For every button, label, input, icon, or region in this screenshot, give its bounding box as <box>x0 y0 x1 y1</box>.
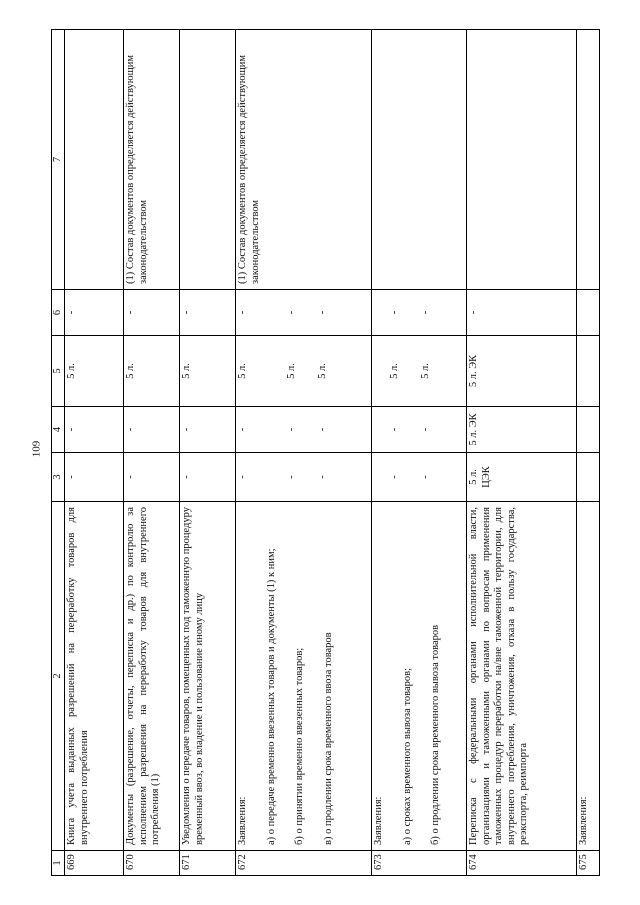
cell-value: - <box>286 427 298 432</box>
row-description <box>236 502 372 851</box>
cell-value: 5 л. <box>389 363 401 379</box>
cell-note: (1) Состав документов определяется действующим законодательством <box>236 30 372 290</box>
cell-col5: 5 л. ЭК <box>467 336 577 407</box>
cell-col5: 5 л. <box>180 336 236 407</box>
table-row <box>236 30 372 876</box>
row-description <box>372 502 467 851</box>
cell-note: (1) Состав документов определяется действующим законодательством <box>124 30 180 290</box>
row-description: Заявления: <box>577 502 600 851</box>
column-header: 2 <box>52 502 65 851</box>
page-number: 109 <box>30 440 43 458</box>
row-description: Документы (разрешение, отчеты, переписка и др.) по контролю за исполнением разрешения на переработку товаров для внутреннего потребления (1) <box>124 502 180 851</box>
cell-note <box>65 30 124 290</box>
cell-value: - <box>237 310 249 315</box>
cell-col3: - <box>124 453 180 502</box>
cell-col5 <box>372 336 467 407</box>
table-row <box>467 30 577 876</box>
records-table <box>51 29 600 876</box>
row-description: Уведомления о передаче товаров, помещенных под таможенную процедуру временный ввоз, во владение и пользование иному лицу <box>180 502 236 851</box>
column-header-row <box>52 30 65 876</box>
row-description: Книга учета выданных разрешений на переработку товаров для внутреннего потребления <box>65 502 124 851</box>
sub-item: б) о принятии временно ввезенных товаров; <box>294 647 306 845</box>
cell-col3: 5 л. ЦЭК <box>467 453 577 502</box>
table-row <box>180 30 236 876</box>
cell-col4 <box>372 407 467 453</box>
table-row <box>124 30 180 876</box>
cell-col3 <box>577 453 600 502</box>
column-header: 4 <box>52 407 65 453</box>
cell-col3: - <box>180 453 236 502</box>
cell-value: 5 л. <box>317 363 329 379</box>
table-row <box>65 30 124 876</box>
cell-col6 <box>577 290 600 336</box>
column-header: 3 <box>52 453 65 502</box>
row-number: 672 <box>236 851 372 876</box>
cell-col5 <box>577 336 600 407</box>
row-heading: Заявления: <box>237 796 249 845</box>
cell-value: - <box>237 427 249 432</box>
cell-col3 <box>372 453 467 502</box>
cell-col5: 5 л. <box>124 336 180 407</box>
cell-col4: - <box>124 407 180 453</box>
cell-value: 5 л. <box>420 363 432 379</box>
cell-col3: - <box>65 453 124 502</box>
row-number: 675 <box>577 851 600 876</box>
row-heading: Заявления: <box>373 796 385 845</box>
table-row <box>577 30 600 876</box>
rotated-page <box>51 30 607 876</box>
sub-item: в) о продлении срока временного ввоза товаров <box>322 632 334 845</box>
cell-value: - <box>389 310 401 315</box>
row-number: 671 <box>180 851 236 876</box>
cell-col4: - <box>180 407 236 453</box>
cell-note <box>577 30 600 290</box>
cell-col6: - <box>180 290 236 336</box>
row-description: Переписка с федеральными органами исполнительной власти, организациями и таможенными органами по вопросам применения таможенных процедур переработки на/вне таможенной территории, для внутреннего потребления, уничтожения, отказа в пользу государства, реэкспорта, реимпорта <box>467 502 577 851</box>
table-row <box>372 30 467 876</box>
cell-value: - <box>389 427 401 432</box>
cell-value: - <box>286 310 298 315</box>
sub-item: а) о сроках временного вывоза товаров; <box>401 667 413 845</box>
cell-col4: 5 л. ЭК <box>467 407 577 453</box>
row-number: 673 <box>372 851 467 876</box>
cell-col6: - <box>124 290 180 336</box>
cell-col5: 5 л. <box>65 336 124 407</box>
row-number: 670 <box>124 851 180 876</box>
cell-col4: - <box>65 407 124 453</box>
cell-value: 5 л. <box>237 363 249 379</box>
cell-value: - <box>286 475 298 479</box>
row-number: 669 <box>65 851 124 876</box>
cell-value: - <box>420 475 432 479</box>
cell-col6: - <box>467 290 577 336</box>
cell-col6: - <box>65 290 124 336</box>
column-header: 7 <box>52 30 65 290</box>
cell-value: 5 л. <box>286 363 298 379</box>
column-header: 6 <box>52 290 65 336</box>
cell-value: - <box>237 475 249 479</box>
cell-col6 <box>236 290 372 336</box>
cell-col4 <box>236 407 372 453</box>
cell-value: - <box>420 310 432 315</box>
cell-value: - <box>317 475 329 479</box>
column-header: 5 <box>52 336 65 407</box>
cell-value: - <box>317 427 329 432</box>
sub-item: б) о продлении срока временного вывоза товаров <box>430 624 442 845</box>
cell-col6 <box>372 290 467 336</box>
cell-col5 <box>236 336 372 407</box>
cell-value: - <box>389 475 401 479</box>
cell-value: - <box>420 427 432 432</box>
sub-item: а) о передаче временно ввезенных товаров и документы (1) к ним; <box>265 548 277 845</box>
cell-col3 <box>236 453 372 502</box>
cell-note <box>467 30 577 290</box>
cell-value: - <box>317 310 329 315</box>
cell-note <box>180 30 236 290</box>
column-header: 1 <box>52 851 65 876</box>
row-number: 674 <box>467 851 577 876</box>
cell-note <box>372 30 467 290</box>
cell-col4 <box>577 407 600 453</box>
